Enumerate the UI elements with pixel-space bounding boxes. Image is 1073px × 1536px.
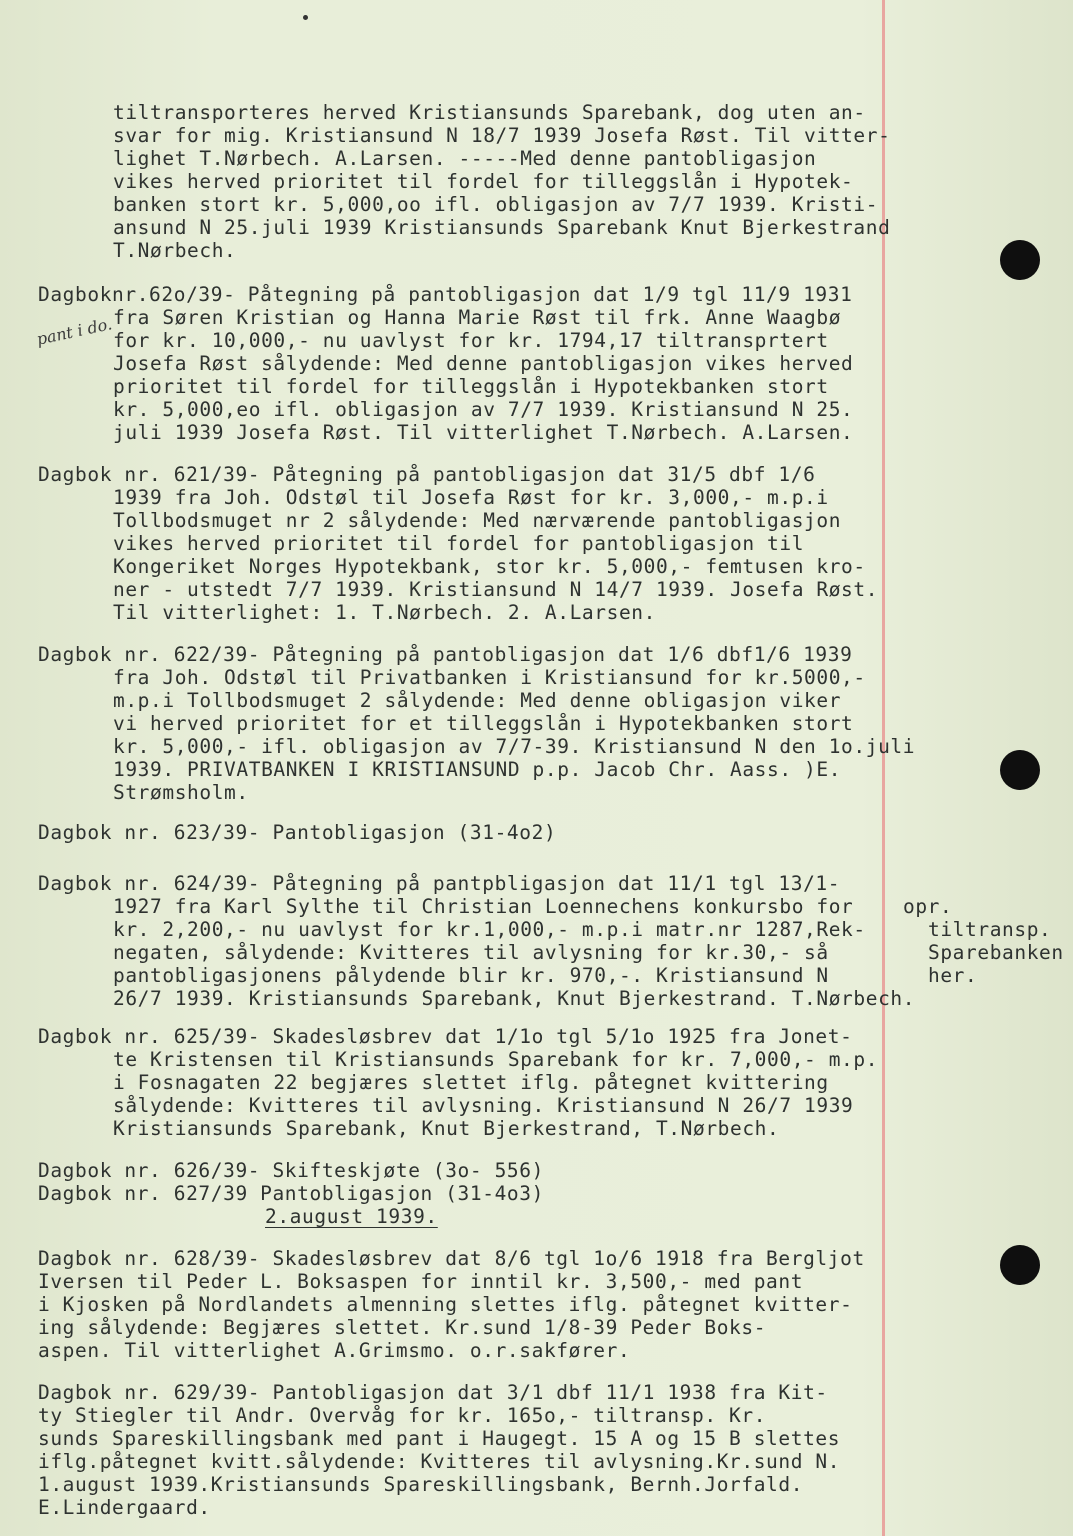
- text-line: T.Nørbech.: [113, 239, 237, 262]
- handwritten-margin-note: pant i do.: [34, 314, 114, 349]
- text-line: vi herved prioritet for et tilleggslån i Hypotekbanken stort: [113, 712, 854, 735]
- entry-622-line: Dagbok nr. 622/39- Påtegning på pantobligasjon dat 1/6 dbf1/6 1939: [38, 643, 853, 666]
- text-line: Iversen til Peder L. Boksaspen for inntil kr. 3,500,- med pant: [38, 1270, 804, 1293]
- text-line: ing sålydende: Begjæres slettet. Kr.sund 1/8-39 Peder Boks-: [38, 1316, 767, 1339]
- entry-627-line: Dagbok nr. 627/39 Pantobligasjon (31-4o3): [38, 1182, 544, 1205]
- margin-note-line: her.: [928, 964, 978, 987]
- text-line: kr. 5,000,eo ifl. obligasjon av 7/7 1939. Kristiansund N 25.: [113, 398, 854, 421]
- entry-626-line: Dagbok nr. 626/39- Skifteskjøte (3o- 556): [38, 1159, 544, 1182]
- text-line: pantobligasjonens pålydende blir kr. 970,-. Kristiansund N: [113, 964, 829, 987]
- text-line: Tollbodsmuget nr 2 sålydende: Med nærværende pantobligasjon: [113, 509, 842, 532]
- entry-628-line: Dagbok nr. 628/39- Skadesløsbrev dat 8/6 tgl 1o/6 1918 fra Bergljot: [38, 1247, 865, 1270]
- text-line: i Fosnagaten 22 begjæres slettet iflg. påtegnet kvittering: [113, 1071, 829, 1094]
- text-line: for kr. 10,000,- nu uavlyst for kr. 1794,17 tiltransprtert: [113, 329, 829, 352]
- ink-dot: [303, 15, 308, 20]
- text-line: negaten, sålydende: Kvitteres til avlysning for kr.30,- så: [113, 941, 829, 964]
- entry-625-line: Dagbok nr. 625/39- Skadesløsbrev dat 1/1o tgl 5/1o 1925 fra Jonet-: [38, 1025, 853, 1048]
- text-line: juli 1939 Josefa Røst. Til vitterlighet T.Nørbech. A.Larsen.: [113, 421, 854, 444]
- text-line: sålydende: Kvitteres til avlysning. Kristiansund N 26/7 1939: [113, 1094, 854, 1117]
- text-line: Til vitterlighet: 1. T.Nørbech. 2. A.Larsen.: [113, 601, 656, 624]
- text-line: Kongeriket Norges Hypotekbank, stor kr. 5,000,- femtusen kro-: [113, 555, 866, 578]
- punch-hole: [1000, 750, 1040, 790]
- text-line: 1927 fra Karl Sylthe til Christian Loennechens konkursbo for: [113, 895, 854, 918]
- text-line: fra Søren Kristian og Hanna Marie Røst til frk. Anne Waagbø: [113, 306, 842, 329]
- text-line: fra Joh. Odstøl til Privatbanken i Kristiansund for kr.5000,-: [113, 666, 866, 689]
- text-line: i Kjosken på Nordlandets almenning slettes iflg. påtegnet kvitter-: [38, 1293, 853, 1316]
- text-line: ty Stiegler til Andr. Overvåg for kr. 165o,- tiltransp. Kr.: [38, 1404, 767, 1427]
- text-line: Kristiansunds Sparebank, Knut Bjerkestrand, T.Nørbech.: [113, 1117, 780, 1140]
- text-line: kr. 5,000,- ifl. obligasjon av 7/7-39. Kristiansund N den 1o.juli: [113, 735, 916, 758]
- text-line: banken stort kr. 5,000,oo ifl. obligasjon av 7/7 1939. Kristi-: [113, 193, 879, 216]
- punch-hole: [1000, 1245, 1040, 1285]
- text-line: E.Lindergaard.: [38, 1496, 211, 1519]
- margin-note-line: opr.: [903, 895, 953, 918]
- text-line: svar for mig. Kristiansund N 18/7 1939 Josefa Røst. Til vitter-: [113, 124, 891, 147]
- text-line: 1939. PRIVATBANKEN I KRISTIANSUND p.p. Jacob Chr. Aass. )E.: [113, 758, 842, 781]
- entry-620-line: Dagboknr.62o/39- Påtegning på pantobligasjon dat 1/9 tgl 11/9 1931: [38, 283, 853, 306]
- text-line: prioritet til fordel for tilleggslån i Hypotekbanken stort: [113, 375, 829, 398]
- text-line: sunds Spareskillingsbank med pant i Haugegt. 15 A og 15 B slettes: [38, 1427, 841, 1450]
- text-line: kr. 2,200,- nu uavlyst for kr.1,000,- m.p.i matr.nr 1287,Rek-: [113, 918, 866, 941]
- margin-note-line: tiltransp.: [928, 918, 1052, 941]
- text-line: ansund N 25.juli 1939 Kristiansunds Sparebank Knut Bjerkestrand: [113, 216, 891, 239]
- entry-623-line: Dagbok nr. 623/39- Pantobligasjon (31-4o2): [38, 821, 557, 844]
- entry-629-line: Dagbok nr. 629/39- Pantobligasjon dat 3/1 dbf 11/1 1938 fra Kit-: [38, 1381, 828, 1404]
- text-line: vikes herved prioritet til fordel for pantobligasjon til: [113, 532, 805, 555]
- text-line: 1.august 1939.Kristiansunds Spareskillingsbank, Bernh.Jorfald.: [38, 1473, 804, 1496]
- text-line: 1939 fra Joh. Odstøl til Josefa Røst for kr. 3,000,- m.p.i: [113, 486, 829, 509]
- text-line: tiltransporteres herved Kristiansunds Sparebank, dog uten an-: [113, 101, 866, 124]
- text-line: iflg.påtegnet kvitt.sålydende: Kvitteres til avlysning.Kr.sund N.: [38, 1450, 841, 1473]
- text-line: te Kristensen til Kristiansunds Sparebank for kr. 7,000,- m.p.: [113, 1048, 879, 1071]
- text-line: vikes herved prioritet til fordel for tilleggslån i Hypotek-: [113, 170, 854, 193]
- date-heading: 2.august 1939.: [265, 1205, 438, 1228]
- punch-hole: [1000, 240, 1040, 280]
- text-line: 26/7 1939. Kristiansunds Sparebank, Knut Bjerkestrand. T.Nørbech.: [113, 987, 916, 1010]
- text-line: ner - utstedt 7/7 1939. Kristiansund N 14/7 1939. Josefa Røst.: [113, 578, 879, 601]
- text-line: aspen. Til vitterlighet A.Grimsmo. o.r.sakfører.: [38, 1339, 631, 1362]
- text-line: Josefa Røst sålydende: Med denne pantobligasjon vikes herved: [113, 352, 854, 375]
- text-line: lighet T.Nørbech. A.Larsen. -----Med denne pantobligasjon: [113, 147, 817, 170]
- text-line: Strømsholm.: [113, 781, 249, 804]
- text-line: m.p.i Tollbodsmuget 2 sålydende: Med denne obligasjon viker: [113, 689, 842, 712]
- entry-624-line: Dagbok nr. 624/39- Påtegning på pantpbligasjon dat 11/1 tgl 13/1-: [38, 872, 841, 895]
- entry-621-line: Dagbok nr. 621/39- Påtegning på pantobligasjon dat 31/5 dbf 1/6: [38, 463, 816, 486]
- margin-note-line: Sparebanken: [928, 941, 1064, 964]
